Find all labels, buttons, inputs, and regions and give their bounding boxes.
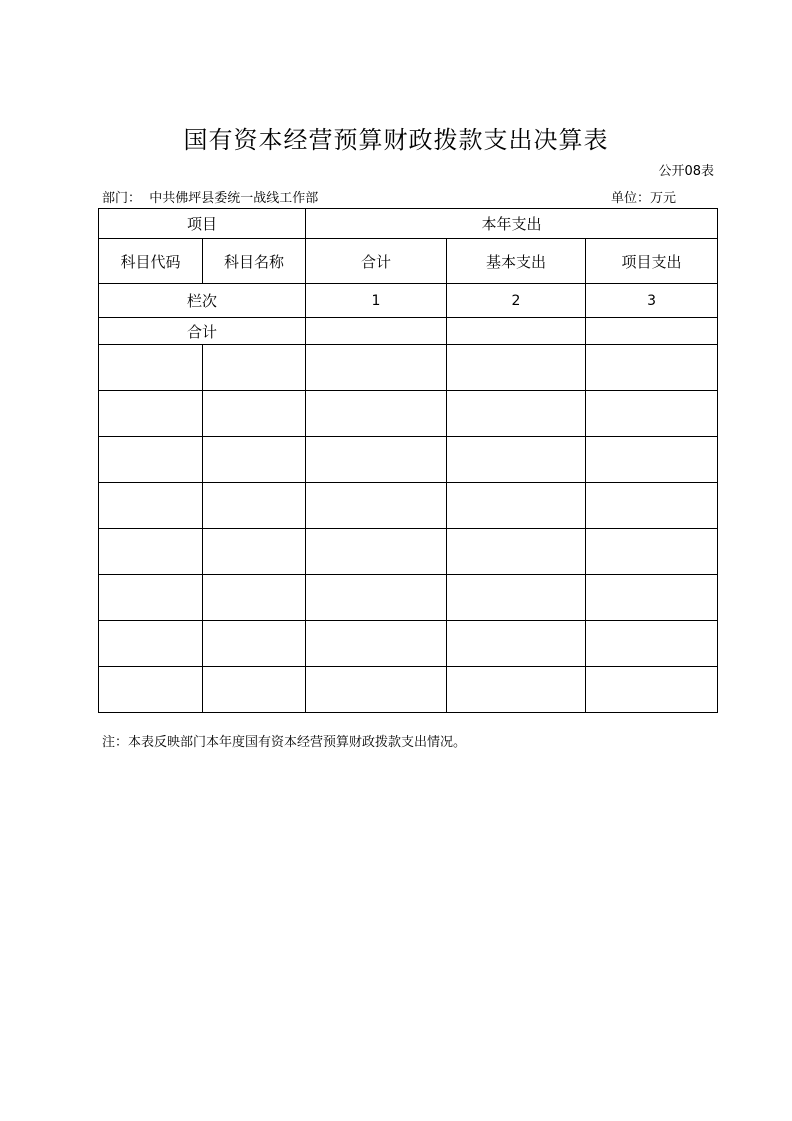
table-note: 注：本表反映部门本年度国有资本经营预算财政拨款支出情况。 (102, 735, 467, 750)
total-row (99, 318, 718, 345)
table-cell (447, 575, 586, 621)
table-cell (586, 483, 718, 529)
document-title: 国有资本经营预算财政拨款支出决算表 (183, 126, 609, 154)
table-cell (99, 575, 203, 621)
column-index-label: 栏次 (99, 284, 306, 318)
table-cell (586, 437, 718, 483)
total-cell (306, 318, 447, 345)
col-total: 合计 (306, 239, 447, 284)
header-row-2 (99, 239, 718, 284)
header-row-1 (99, 209, 718, 239)
table-cell (447, 483, 586, 529)
table-cell (99, 667, 203, 713)
table-cell (586, 391, 718, 437)
table-cell (306, 621, 447, 667)
table-cell (447, 529, 586, 575)
table-row (99, 483, 718, 529)
table-cell (99, 529, 203, 575)
column-index-row (99, 284, 718, 318)
table-row (99, 575, 718, 621)
table-cell (203, 667, 306, 713)
table-cell (586, 621, 718, 667)
column-index-1: 1 (306, 284, 447, 318)
table-cell (306, 391, 447, 437)
col-subject-name: 科目名称 (203, 239, 306, 284)
table-cell (306, 667, 447, 713)
table-cell (586, 529, 718, 575)
department-label: 部门： (102, 191, 142, 206)
header-current-year: 本年支出 (306, 209, 718, 239)
table-cell (586, 667, 718, 713)
column-index-3: 3 (586, 284, 718, 318)
table-cell (306, 575, 447, 621)
expenditure-table (98, 208, 718, 713)
table-cell (203, 483, 306, 529)
table-cell (306, 345, 447, 391)
table-cell (203, 437, 306, 483)
table-cell (99, 437, 203, 483)
table-row (99, 667, 718, 713)
column-index-2: 2 (447, 284, 586, 318)
table-cell (306, 437, 447, 483)
table-cell (99, 345, 203, 391)
table-cell (586, 345, 718, 391)
table-cell (99, 391, 203, 437)
table-cell (447, 667, 586, 713)
table-cell (447, 437, 586, 483)
department-name: 中共佛坪县委统一战线工作部 (149, 191, 319, 206)
table-cell (447, 391, 586, 437)
department-line (102, 187, 318, 206)
col-project: 项目支出 (586, 239, 718, 284)
table-row (99, 621, 718, 667)
table-cell (447, 345, 586, 391)
table-cell (99, 483, 203, 529)
total-cell (447, 318, 586, 345)
form-code: 公开08表 (658, 164, 714, 179)
table-cell (203, 621, 306, 667)
table-cell (586, 575, 718, 621)
table-cell (447, 621, 586, 667)
table-cell (306, 483, 447, 529)
col-subject-code: 科目代码 (99, 239, 203, 284)
table-cell (203, 345, 306, 391)
table-cell (203, 529, 306, 575)
col-basic: 基本支出 (447, 239, 586, 284)
table-cell (99, 621, 203, 667)
table-row (99, 437, 718, 483)
table-cell (306, 529, 447, 575)
unit-label: 单位：万元 (611, 191, 677, 206)
total-row-label: 合计 (99, 318, 306, 345)
header-item: 项目 (99, 209, 306, 239)
total-cell (586, 318, 718, 345)
table-cell (203, 575, 306, 621)
table-row (99, 529, 718, 575)
table-row (99, 391, 718, 437)
table-cell (203, 391, 306, 437)
table-row (99, 345, 718, 391)
